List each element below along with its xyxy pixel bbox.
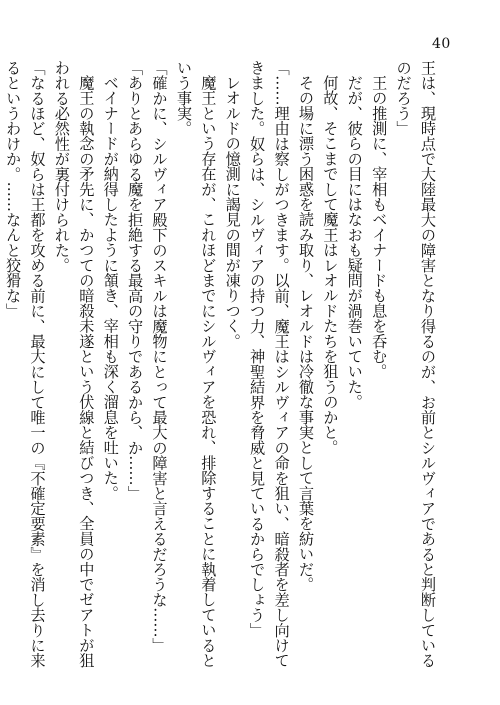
paragraph: だが、彼らの目にはなおも疑問が渦巻いていた。 [345, 75, 364, 410]
paragraph: ベイナードが納得したように頷き、宰相も深く溜息を吐いた。 [101, 75, 120, 501]
paragraph: レオルドの憶測に謁見の間が凍りつく。 [223, 75, 242, 349]
dialogue-paragraph: 「なるほど、奴らは王都を攻める前に、最大にして唯一の『不確定要素』を消し去りに来るというわけか。……なんと狡猾な」 [4, 60, 47, 668]
dialogue-paragraph: 「確かに、シルヴィア殿下のスキルは魔物にとって最大の障害と言えるだろうな……」 [150, 60, 169, 653]
dialogue-paragraph: 「……理由は察しがつきます。以前、魔王はシルヴィアの命を狙い、暗殺者を差し向けてきました。奴らは、シルヴィアの持つ力、神聖結界を脅威と見ているからでしょう」 [248, 60, 291, 668]
paragraph: 王の推測に、宰相もベイナードも息を呑む。 [370, 75, 389, 380]
paragraph: 魔王という存在が、これほどまでにシルヴィアを恐れ、排除することに執着しているという事実。 [174, 60, 218, 668]
dialogue-paragraph: 「ありとあらゆる魔を拒絶する最高の守りであるから、か……」 [126, 60, 145, 501]
page-number: 40 [432, 36, 451, 52]
paragraph: 何故、そこまでして魔王はレオルドたちを狙うのかと。 [321, 75, 340, 456]
paragraph: その場に漂う困惑を読み取り、レオルドは冷徹な事実として言葉を紡いだ。 [296, 75, 315, 592]
paragraph: 魔王の執念の矛先に、かつての暗殺未遂という伏線と結びつき、全員の中でゼアトが狙われる必然性が裏付けられた。 [52, 60, 96, 668]
novel-body-text [4, 60, 440, 670]
paragraph: 王は、現時点で大陸最大の障害となり得るのが、お前とシルヴィアであると判断しているのだろう」 [394, 60, 437, 668]
